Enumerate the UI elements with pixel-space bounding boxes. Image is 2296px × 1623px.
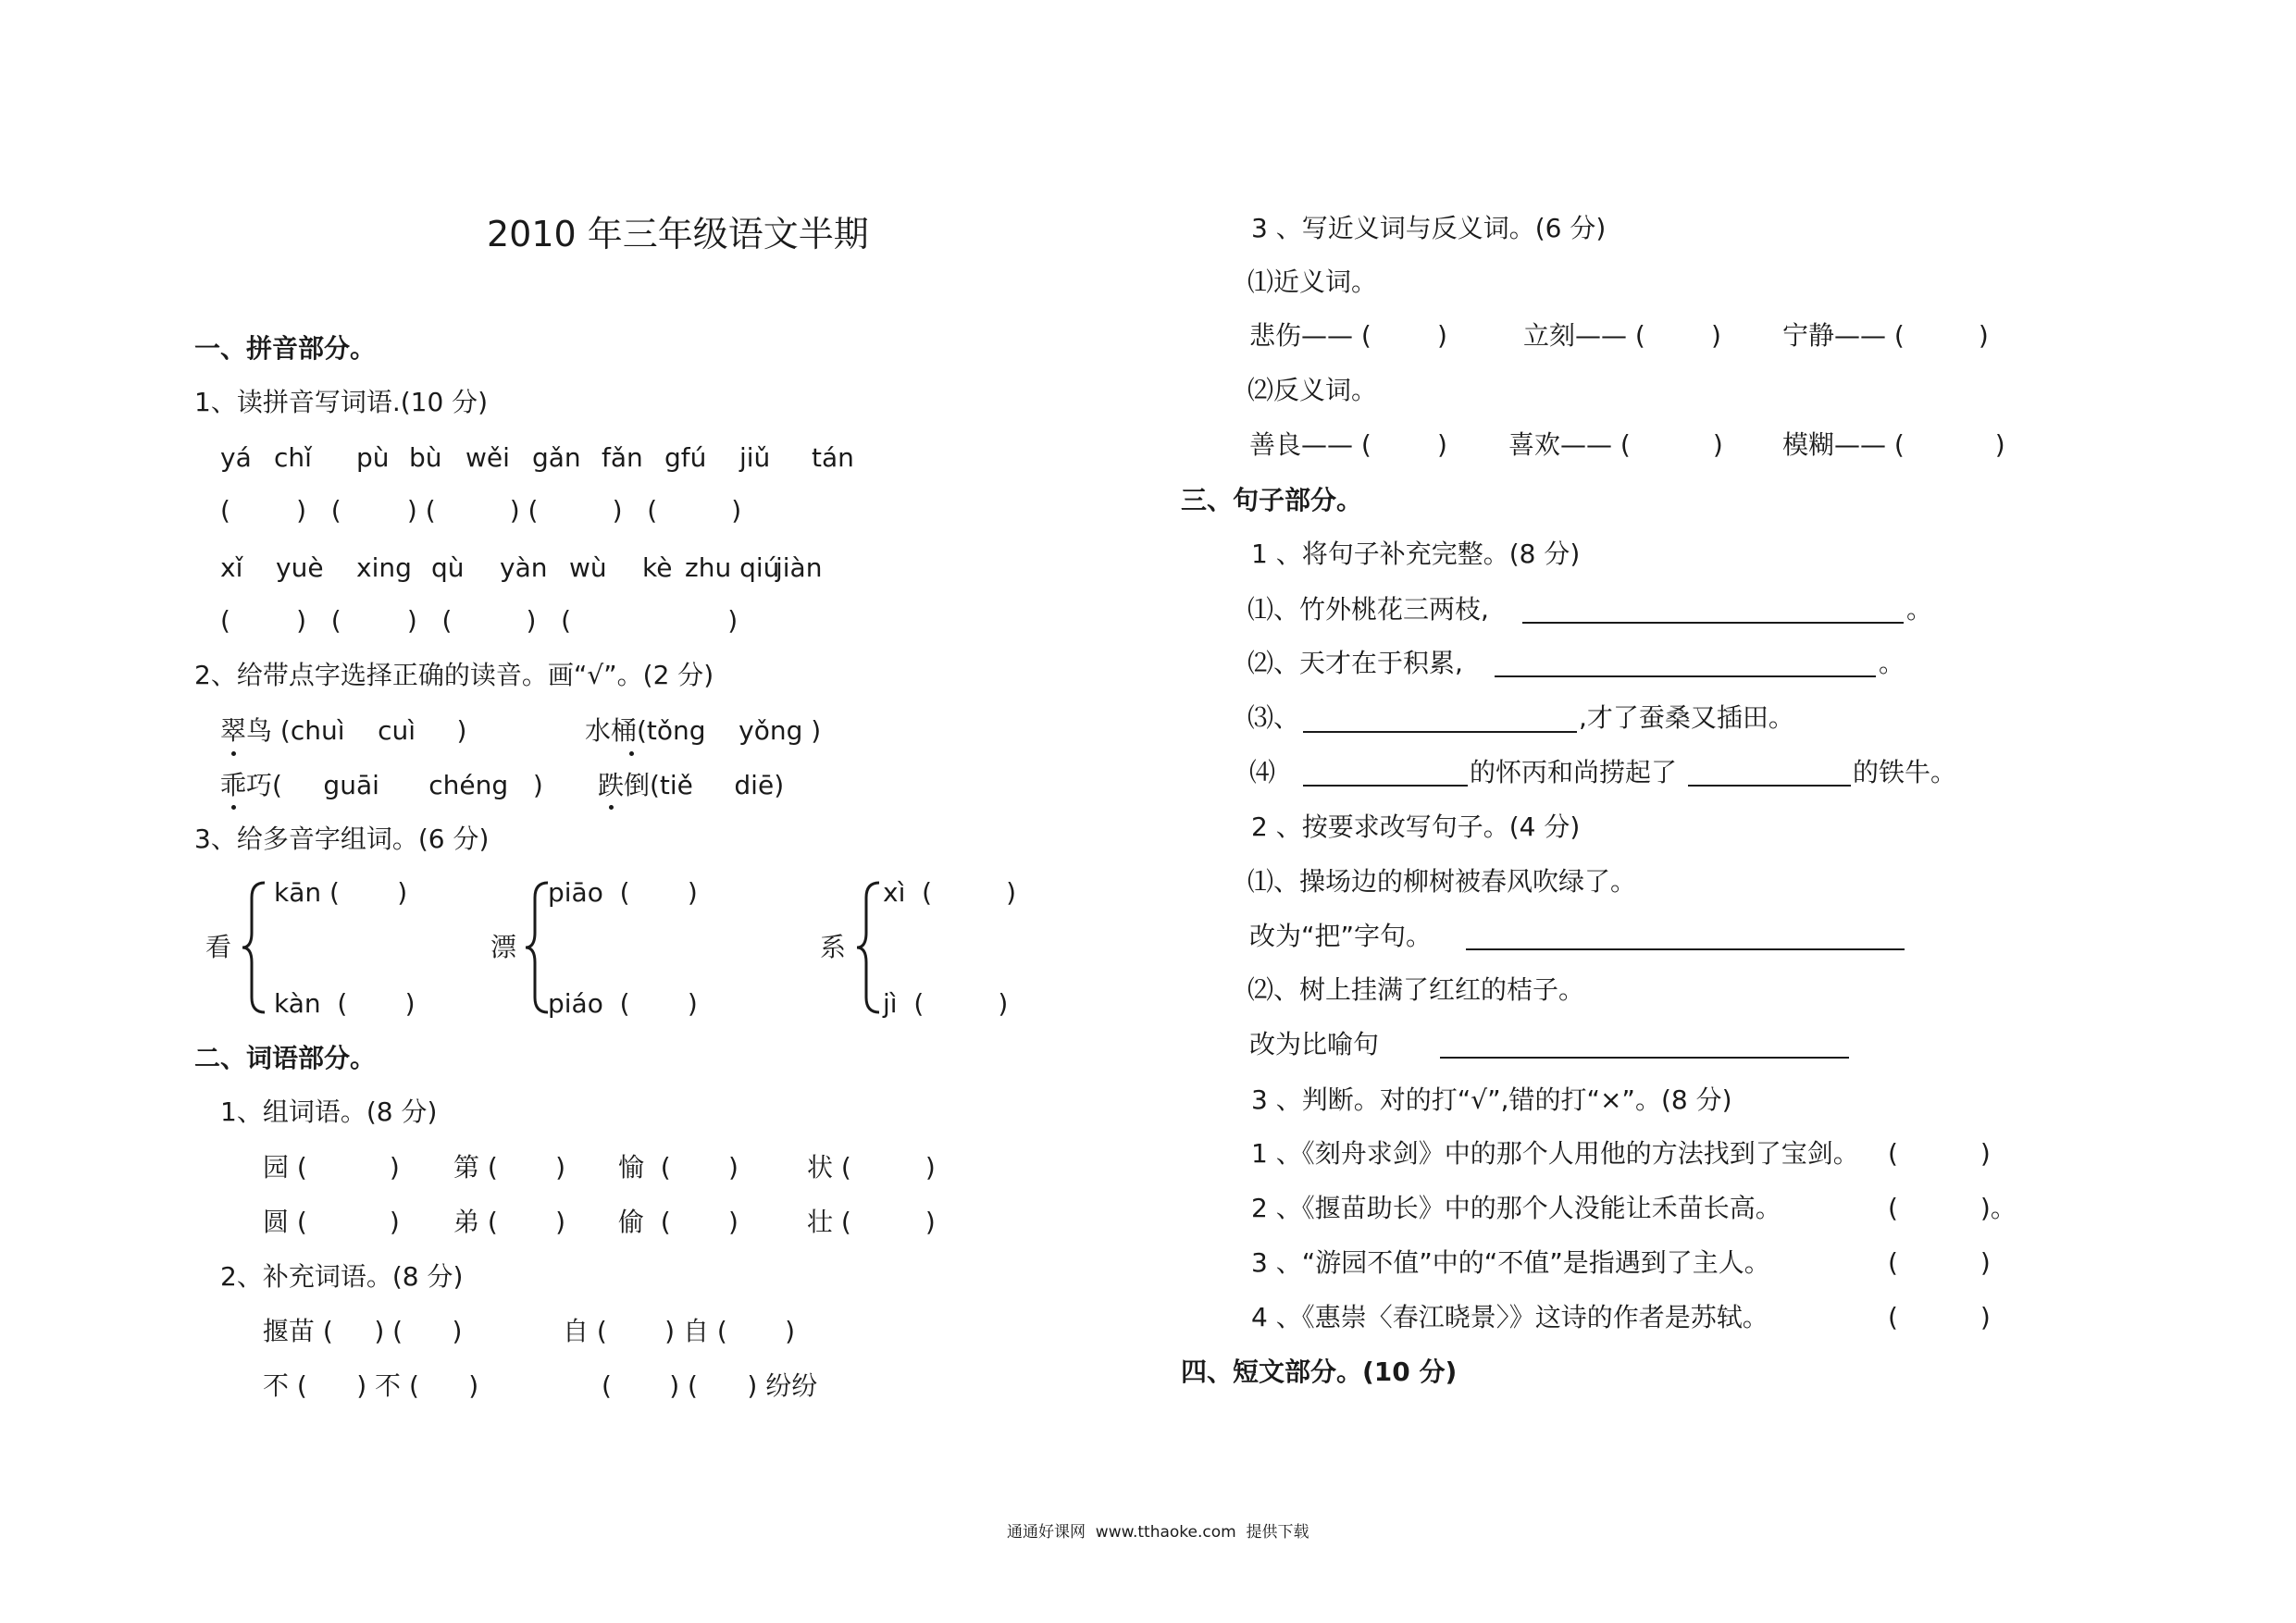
pinyin-2: chǐ [274,442,312,473]
antonym-3: 模糊—— ( ) [1782,429,2005,460]
sentence-3-end: ,才了蚕桑又插田。 [1579,702,1794,733]
pinyin-8: gfú [664,442,707,473]
reading-choice-a: 翠鸟 (chuì cuì ) [220,715,467,746]
answer-brackets-row-1: ( ) ( ) ( ) ( ) ( ) [220,495,742,526]
answer-blank [1440,1057,1849,1059]
polyphone-2-top: piāo ( ) [548,877,698,908]
pinyin-3: pù [356,442,390,473]
sentence-2-start: ⑵、天才在于积累, [1247,648,1463,678]
pinyin-15: yàn [500,552,548,583]
q1-3-label: 3、给多音字组词。(6 分) [194,824,490,854]
polyphone-char-2: 漂 [490,932,517,962]
sentence-4-end: 的铁牛。 [1853,757,1957,787]
pinyin-12: yuè [276,552,324,583]
sentence-4-mid: 的怀丙和尚捞起了 [1470,757,1678,787]
answer-brackets-row-2: ( ) ( ) ( ) ( ) [220,605,738,636]
footer-credit: 通通好课网 www.tthaoke.com 提供下载 [1007,1523,1309,1542]
antonym-2: 喜欢—— ( ) [1508,429,1723,460]
q1-2-label: 2、给带点字选择正确的读音。画“√”。(2 分) [194,660,714,690]
judge-item-1: 1 、《刻舟求剑》中的那个人用他的方法找到了宝剑。 [1251,1138,1859,1169]
polyphone-char-3: 系 [820,932,847,962]
q2-3-label: 3 、写近义词与反义词。(6 分) [1251,213,1607,243]
pinyin-5: wěi [465,442,510,473]
polyphone-1-top: kān ( ) [274,877,408,908]
word-group-6: 弟 ( ) [453,1207,566,1237]
judge-mark-1: ( ) [1888,1138,1991,1169]
judge-mark-4: ( ) [1888,1302,1991,1332]
word-group-5: 圆 ( ) [263,1207,400,1237]
q3-1-label: 1 、将句子补充完整。(8 分) [1251,539,1581,569]
pinyin-9: jiǔ [739,442,771,473]
synonym-3: 宁静—— ( ) [1782,320,1989,351]
polyphone-1-bottom: kàn ( ) [274,988,416,1019]
section-2-heading: 二、词语部分。 [194,1043,377,1073]
word-group-3: 愉 ( ) [618,1152,738,1183]
sentence-1-end: 。 [1906,594,1933,625]
section-3-heading: 三、句子部分。 [1181,485,1363,515]
judge-mark-3: ( ) [1888,1247,1991,1278]
pinyin-11: xǐ [220,552,243,583]
pinyin-1: yá [220,442,252,473]
word-group-4: 状 ( ) [807,1152,936,1183]
rewrite-task-2: 改为比喻句 [1249,1029,1380,1059]
judge-item-4: 4 、《惠崇〈春江晓景〉》这诗的作者是苏轼。 [1251,1302,1769,1332]
pinyin-13: xing [356,552,412,583]
judge-item-3: 3 、“游园不值”中的“不值”是指遇到了主人。 [1251,1247,1770,1278]
reading-choice-d: 跌倒(tiě diē) [598,770,785,800]
synonym-label: ⑴近义词。 [1247,266,1378,297]
idiom-1: 揠苗 ( ) ( ) [263,1316,463,1346]
word-group-7: 偷 ( ) [618,1207,738,1237]
answer-blank [1522,622,1904,624]
emphasis-dot [231,751,236,756]
polyphone-2-bottom: piáo ( ) [548,988,698,1019]
sentence-1-start: ⑴、竹外桃花三两枝, [1247,594,1489,625]
pinyin-6: gǎn [532,442,581,473]
pinyin-16: wù [569,552,607,583]
judge-item-2: 2 、《揠苗助长》中的那个人没能让禾苗长高。 [1251,1193,1781,1223]
sentence-3-start: ⑶、 [1247,702,1300,733]
synonym-2: 立刻—— ( ) [1523,320,1721,351]
idiom-2: 自 ( ) 自 ( ) [563,1316,796,1346]
antonym-1: 善良—— ( ) [1249,429,1447,460]
idiom-3: 不 ( ) 不 ( ) [263,1370,479,1401]
emphasis-dot [609,805,614,810]
emphasis-dot [629,751,634,756]
q3-2-label: 2 、按要求改写句子。(4 分) [1251,812,1581,842]
answer-blank [1466,948,1905,950]
word-group-1: 园 ( ) [263,1152,400,1183]
pinyin-7: fǎn [602,442,643,473]
rewrite-sentence-1: ⑴、操场边的柳树被春风吹绿了。 [1247,866,1637,897]
pinyin-14: qù [431,552,465,583]
rewrite-task-1: 改为“把”字句。 [1249,921,1433,951]
brace-1 [241,881,268,1014]
polyphone-char-1: 看 [205,932,232,962]
section-4-heading: 四、短文部分。(10 分) [1181,1357,1458,1387]
section-1-heading: 一、拼音部分。 [194,333,377,364]
judge-mark-2: ( )。 [1888,1193,2017,1223]
pinyin-10: tán [812,442,854,473]
brace-3 [855,881,883,1014]
q2-1-label: 1、组词语。(8 分) [220,1096,438,1127]
pinyin-18: zhu qiú [685,552,780,583]
polyphone-3-bottom: jì ( ) [883,988,1009,1019]
polyphone-3-top: xì ( ) [883,877,1017,908]
answer-blank [1303,785,1468,787]
sentence-2-end: 。 [1879,648,1905,678]
sentence-4-start: ⑷ [1249,757,1276,787]
answer-blank [1688,785,1851,787]
rewrite-sentence-2: ⑵、树上挂满了红红的桔子。 [1247,974,1585,1005]
answer-blank [1303,731,1577,733]
idiom-4: ( ) ( ) 纷纷 [602,1370,818,1401]
word-group-8: 壮 ( ) [807,1207,936,1237]
page-title: 2010 年三年级语文半期 [487,214,869,254]
pinyin-17: kè [642,552,673,583]
word-group-2: 第 ( ) [453,1152,566,1183]
q3-3-label: 3 、判断。对的打“√”,错的打“×”。(8 分) [1251,1084,1732,1115]
antonym-label: ⑵反义词。 [1247,375,1378,405]
reading-choice-b: 水桶(tǒng yǒng ) [585,715,822,746]
pinyin-19: jiàn [776,552,823,583]
reading-choice-c: 乖巧( guāi chéng ) [220,770,543,800]
synonym-1: 悲伤—— ( ) [1249,320,1447,351]
emphasis-dot [231,805,236,810]
answer-blank [1495,675,1876,677]
q1-1-label: 1、读拼音写词语.(10 分) [194,387,489,417]
q2-2-label: 2、补充词语。(8 分) [220,1261,464,1292]
pinyin-4: bù [409,442,442,473]
